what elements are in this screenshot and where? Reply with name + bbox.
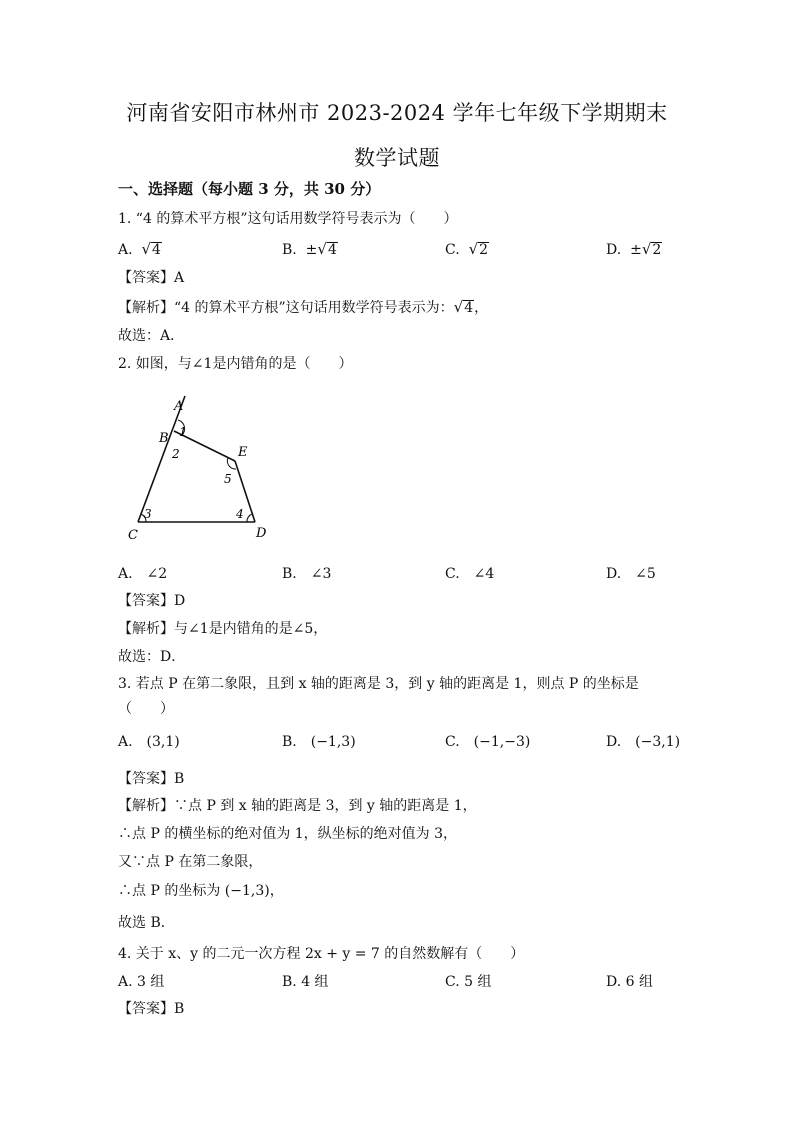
q3-analysis-3: 又∵点 P 在第二象限， [118,854,263,870]
q1-option-b: B. ±√4 [282,240,337,258]
q2-option-b: B. ∠3 [282,566,332,582]
q3-option-b: B. (−1,3) [282,734,356,750]
q3-analysis-4: ∴点 P 的坐标为 (−1,3)， [118,883,284,899]
q1-option-c: C. √2 [445,240,489,258]
q3-option-d: D. (−3,1) [606,734,681,750]
q4-option-b: B. 4 组 [282,974,329,990]
q2-geometry-figure [118,390,288,545]
label-a: A [174,399,184,414]
q2-option-a: A. ∠2 [118,566,168,582]
q1-conclusion: 故选：A． [118,328,185,344]
exam-title-line2: 数学试题 [354,146,440,170]
sqrt-sign: √ [317,240,327,258]
label-b: B [159,431,169,446]
label-1: 1 [179,425,187,439]
q4-option-c: C. 5 组 [445,974,492,990]
sqrt-sign: √ [453,298,464,316]
q2-option-c: C. ∠4 [445,566,495,582]
q4-option-a: A. 3 组 [118,974,165,990]
label-c: C [128,528,138,543]
label-3: 3 [144,507,152,521]
q1-stem: 1. “4 的算术平方根”这句话用数学符号表示为（ ） [118,211,458,227]
label-5: 5 [224,472,232,486]
q3-conclusion: 故选 B． [118,915,175,931]
sqrt-sign: √ [641,240,652,258]
angle-arc-4 [247,514,252,522]
q1-option-a: A. √4 [118,240,161,258]
q1-analysis: 【解析】“4 的算术平方根”这句话用数学符号表示为：√4， [118,298,489,316]
q3-answer: 【答案】B [118,771,185,787]
label-e: E [238,445,248,460]
q4-answer: 【答案】B [118,1001,185,1017]
q3-stem-line1: 3. 若点 P 在第二象限，且到 x 轴的距离是 3，到 y 轴的距离是 1，则点 P 的坐标是 [118,676,639,692]
q3-analysis-1: 【解析】∵点 P 到 x 轴的距离是 3，到 y 轴的距离是 1， [118,798,477,814]
q2-analysis: 【解析】与∠1是内错角的是∠5， [118,621,328,637]
q2-stem: 2. 如图，与∠1是内错角的是（ ） [118,356,353,372]
sqrt-sign: √ [141,240,152,258]
label-2: 2 [172,447,180,461]
q2-conclusion: 故选：D． [118,649,186,665]
q3-analysis-2: ∴点 P 的横坐标的绝对值为 1，纵坐标的绝对值为 3， [118,826,458,842]
q2-option-d: D. ∠5 [606,566,656,582]
q1-option-d: D. ±√2 [606,240,662,258]
q4-option-d: D. 6 组 [606,974,653,990]
q4-stem: 4. 关于 x、y 的二元一次方程 2x + y = 7 的自然数解有（ ） [118,946,525,962]
q3-stem-line2: （ ） [118,701,174,717]
q3-option-c: C. (−1,−3) [445,734,531,750]
exam-title-line1: 河南省安阳市林州市 2023-2024 学年七年级下学期期末 [126,101,668,125]
label-d: D [256,526,267,541]
q3-option-a: A. (3,1) [118,734,180,750]
q2-answer: 【答案】D [118,593,186,609]
sqrt-sign: √ [468,240,479,258]
q1-answer: 【答案】A [118,270,185,286]
label-4: 4 [236,507,244,521]
section-heading: 一、选择题（每小题 3 分，共 30 分） [118,180,381,198]
